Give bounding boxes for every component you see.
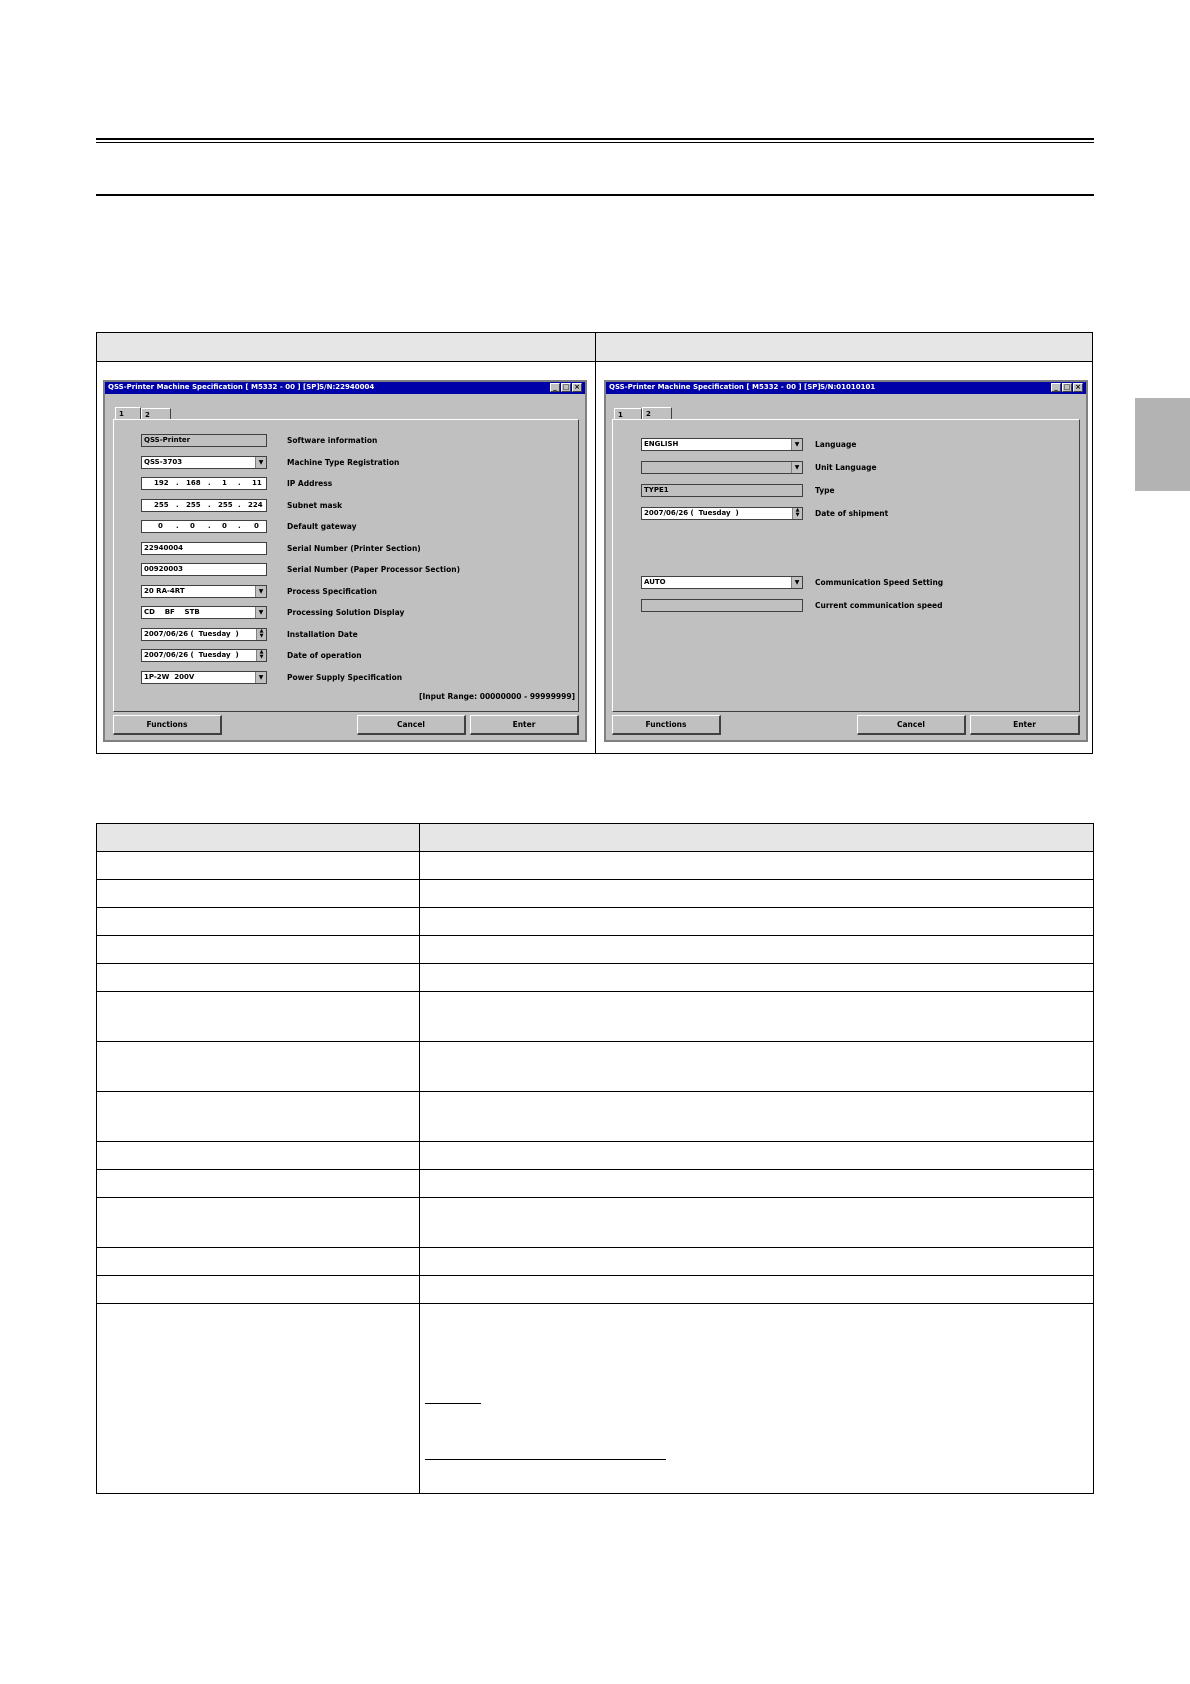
installation-date-value: 2007/06/26 ( Tuesday ) bbox=[144, 630, 239, 638]
table-cell bbox=[420, 964, 1094, 992]
close-icon[interactable]: × bbox=[1073, 383, 1083, 392]
spinner-arrows-icon[interactable]: ▲ ▼ bbox=[256, 629, 266, 640]
chevron-down-icon[interactable]: ▼ bbox=[255, 457, 266, 468]
language-value: ENGLISH bbox=[644, 440, 679, 448]
table-cell bbox=[97, 1198, 420, 1248]
table-cell bbox=[420, 1092, 1094, 1142]
table-cell bbox=[420, 1304, 1094, 1494]
machine-type-value: QSS-3703 bbox=[144, 458, 183, 466]
underline-mark bbox=[425, 1459, 666, 1460]
subnet-octet-2: 255 bbox=[186, 501, 201, 509]
shipment-date-spinner[interactable] bbox=[641, 507, 803, 520]
tab-1[interactable]: 1 bbox=[614, 408, 642, 420]
table-cell bbox=[97, 992, 420, 1042]
table-header-cell bbox=[420, 824, 1094, 852]
table-cell bbox=[420, 1142, 1094, 1170]
language-select[interactable] bbox=[641, 438, 803, 451]
chevron-down-icon[interactable]: ▼ bbox=[791, 462, 802, 473]
power-supply-select[interactable] bbox=[141, 671, 267, 684]
window-title: QSS-Printer Machine Specification [ M5332 - 00 ] [SP] bbox=[108, 383, 320, 391]
enter-button[interactable]: Enter bbox=[970, 715, 1080, 735]
close-icon[interactable]: × bbox=[572, 383, 582, 392]
machine-spec-window-tab1 bbox=[103, 380, 587, 742]
serial-printer-label: Serial Number (Printer Section) bbox=[287, 544, 421, 553]
spinner-arrows-icon[interactable]: ▲ ▼ bbox=[792, 508, 802, 519]
operation-date-value: 2007/06/26 ( Tuesday ) bbox=[144, 651, 239, 659]
underline-mark bbox=[425, 1403, 481, 1404]
input-range-hint: [Input Range: 00000000 - 99999999] bbox=[419, 692, 575, 701]
table-cell bbox=[420, 992, 1094, 1042]
table-cell bbox=[420, 880, 1094, 908]
maximize-icon[interactable]: □ bbox=[1063, 383, 1071, 391]
screenshot-frame-divider bbox=[595, 333, 596, 753]
table-cell bbox=[97, 1042, 420, 1092]
ip-octet-2: 168 bbox=[186, 479, 201, 487]
power-supply-value: 1P-2W 200V bbox=[144, 673, 195, 681]
tab-2[interactable]: 2 bbox=[141, 408, 171, 420]
chevron-down-icon[interactable]: ▼ bbox=[255, 672, 266, 683]
tab-1[interactable]: 1 bbox=[115, 407, 141, 419]
installation-date-label: Installation Date bbox=[287, 630, 358, 639]
chevron-down-icon[interactable]: ▼ bbox=[791, 439, 802, 450]
section-thumb-tab bbox=[1135, 398, 1190, 491]
chevron-down-icon[interactable]: ▼ bbox=[255, 586, 266, 597]
header-double-rule-bottom bbox=[96, 142, 1094, 143]
table-cell bbox=[97, 1304, 420, 1494]
table-cell bbox=[420, 1198, 1094, 1248]
screenshot-frame-table bbox=[96, 332, 1093, 754]
process-spec-select[interactable] bbox=[141, 585, 267, 598]
subnet-octet-1: 255 bbox=[154, 501, 169, 509]
subnet-mask-label: Subnet mask bbox=[287, 501, 343, 510]
ip-octet-4: 11 bbox=[252, 479, 262, 487]
processing-solution-select[interactable] bbox=[141, 606, 267, 619]
functions-button[interactable]: Functions bbox=[612, 715, 721, 735]
ip-address-field[interactable]: 192 . 168 . 1 . 11 bbox=[141, 477, 267, 490]
chevron-down-icon[interactable]: ▼ bbox=[791, 577, 802, 588]
gateway-octet-3: 0 bbox=[222, 522, 227, 530]
default-gateway-label: Default gateway bbox=[287, 522, 357, 531]
current-speed-label: Current communication speed bbox=[815, 601, 943, 610]
comm-speed-value: AUTO bbox=[644, 578, 666, 586]
window-title: QSS-Printer Machine Specification [ M5332 - 00 ] [SP] bbox=[609, 383, 821, 391]
operation-date-label: Date of operation bbox=[287, 651, 362, 660]
process-spec-value: 20 RA-4RT bbox=[144, 587, 185, 595]
machine-spec-window-tab2 bbox=[604, 380, 1088, 742]
software-info-label: Software information bbox=[287, 436, 378, 445]
machine-type-label: Machine Type Registration bbox=[287, 458, 400, 467]
tab-2[interactable]: 2 bbox=[642, 407, 672, 419]
table-cell bbox=[97, 880, 420, 908]
machine-type-select[interactable] bbox=[141, 456, 267, 469]
table-cell bbox=[97, 908, 420, 936]
table-cell bbox=[97, 852, 420, 880]
gateway-octet-4: 0 bbox=[254, 522, 259, 530]
enter-button[interactable]: Enter bbox=[470, 715, 579, 735]
minimize-icon[interactable]: _ bbox=[1051, 383, 1061, 392]
table-header-cell bbox=[97, 824, 420, 852]
cancel-button[interactable]: Cancel bbox=[857, 715, 966, 735]
shipment-date-label: Date of shipment bbox=[815, 509, 889, 518]
serial-printer-field[interactable]: 22940004 bbox=[141, 542, 267, 555]
chevron-down-icon[interactable]: ▼ bbox=[255, 607, 266, 618]
table-cell bbox=[420, 1170, 1094, 1198]
minimize-icon[interactable]: _ bbox=[550, 383, 560, 392]
table-cell bbox=[97, 1142, 420, 1170]
table-cell bbox=[420, 1042, 1094, 1092]
process-spec-label: Process Specification bbox=[287, 587, 378, 596]
unit-language-label: Unit Language bbox=[815, 463, 877, 472]
table-cell bbox=[97, 1170, 420, 1198]
table-cell bbox=[420, 852, 1094, 880]
ip-address-label: IP Address bbox=[287, 479, 333, 488]
table-cell bbox=[420, 908, 1094, 936]
table-cell bbox=[420, 1248, 1094, 1276]
default-gateway-field[interactable]: 0 . 0 . 0 . 0 bbox=[141, 520, 267, 533]
shipment-date-value: 2007/06/26 ( Tuesday ) bbox=[644, 509, 739, 517]
processing-solution-value: CD BF STB bbox=[144, 608, 200, 616]
type-label: Type bbox=[815, 486, 835, 495]
serial-processor-field[interactable]: 00920003 bbox=[141, 563, 267, 576]
window-title-bar bbox=[606, 382, 1086, 394]
subnet-octet-4: 224 bbox=[248, 501, 263, 509]
functions-button[interactable]: Functions bbox=[113, 715, 222, 735]
table-cell bbox=[97, 1248, 420, 1276]
window-title-bar bbox=[105, 382, 585, 394]
unit-language-select[interactable] bbox=[641, 461, 803, 474]
type-field: TYPE1 bbox=[641, 484, 803, 497]
processing-solution-label: Processing Solution Display bbox=[287, 608, 405, 617]
gateway-octet-1: 0 bbox=[158, 522, 163, 530]
maximize-icon[interactable]: □ bbox=[562, 383, 570, 391]
table-cell bbox=[97, 936, 420, 964]
installation-date-spinner[interactable] bbox=[141, 628, 267, 641]
operation-date-spinner[interactable] bbox=[141, 649, 267, 662]
table-cell bbox=[97, 964, 420, 992]
ip-octet-1: 192 bbox=[154, 479, 169, 487]
serial-processor-label: Serial Number (Paper Processor Section) bbox=[287, 565, 461, 574]
current-speed-field bbox=[641, 599, 803, 612]
header-double-rule-top bbox=[96, 138, 1094, 140]
power-supply-label: Power Supply Specification bbox=[287, 673, 403, 682]
table-cell bbox=[420, 1276, 1094, 1304]
language-label: Language bbox=[815, 440, 857, 449]
window-serial: S/N:22940004 bbox=[319, 383, 375, 391]
table-cell bbox=[420, 936, 1094, 964]
comm-speed-label: Communication Speed Setting bbox=[815, 578, 944, 587]
gateway-octet-2: 0 bbox=[190, 522, 195, 530]
description-table bbox=[96, 823, 1094, 1494]
software-info-field: QSS-Printer bbox=[141, 434, 267, 447]
comm-speed-select[interactable] bbox=[641, 576, 803, 589]
table-cell bbox=[97, 1276, 420, 1304]
ip-octet-3: 1 bbox=[222, 479, 227, 487]
header-rule bbox=[96, 194, 1094, 196]
subnet-octet-3: 255 bbox=[218, 501, 233, 509]
subnet-mask-field[interactable]: 255 . 255 . 255 . 224 bbox=[141, 499, 267, 512]
spinner-arrows-icon[interactable]: ▲ ▼ bbox=[256, 650, 266, 661]
window-serial: S/N:01010101 bbox=[820, 383, 876, 391]
cancel-button[interactable]: Cancel bbox=[357, 715, 466, 735]
table-cell bbox=[97, 1092, 420, 1142]
